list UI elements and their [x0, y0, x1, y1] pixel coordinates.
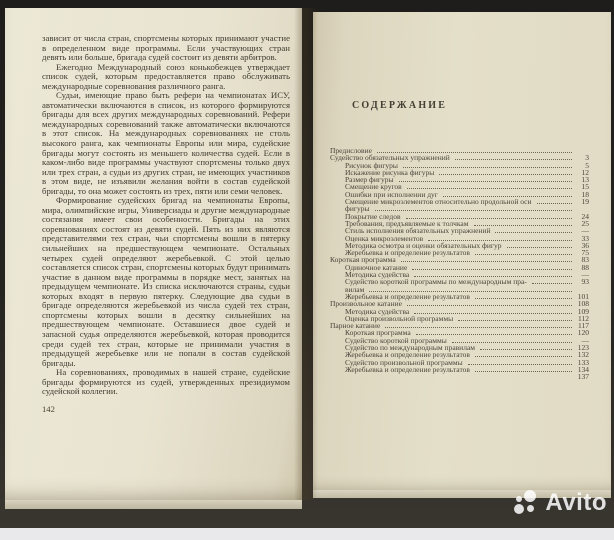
leader-dots [407, 305, 572, 306]
toc-entry-page: 120 [577, 328, 589, 338]
body-paragraph: зависит от числа стран, спортсмены которых принимают участие в определенном виде программы. Если участвующих стран девять или больше, бригада судей состоит из девяти арбитров. [42, 33, 290, 63]
toc-entry-page: 109 [577, 306, 589, 316]
leader-dots [537, 203, 573, 204]
toc-entry-label: Требования, предъявляемые к толчкам [345, 218, 469, 228]
toc-entry-label: Жеребьевка и определение результатов [345, 350, 470, 360]
body-paragraph: Формирование судейских бригад на чемпионаты Европы, мира, олимпийские игры, Универсиады и другие международные состязания имеет свои особенности. Бригады на этих соревнованиях состоят из девяти судей. Пять из них являются представителями тех стран, чьи спортсмены вошли в пятерку сильнейших на предшествующем чемпионате. Остальных четырех судей определяют жеребьевкой. С этой целью составляется список стран, спортсмены которых будут принимать участие в данном виде программы в порядке мест, занятых на предыдущем чемпионате. Из списка исключаются страны, судьи которых входят в первую пятерку. Следующие два судьи в бригаде определяются жеребьевкой из числа судей тех стран, спортсмены которых вошли в десятку сильнейших на предшествующем чемпионате. Оставшиеся двое судей и запасной судья определяются жеребьевкой, которая проводится среди судей тех стран, которые не принимали участия в предыдущей жеребьевке или не попали в состав судейской бригады. [42, 195, 290, 368]
leader-dots [385, 327, 572, 328]
toc-entry-label: Методика судейства [345, 270, 410, 280]
toc-title: СОДЕРЖАНИЕ [352, 100, 448, 111]
toc-entry-page: 5 [585, 160, 589, 170]
toc-entry-label: Короткая программа [330, 255, 396, 265]
toc-entry-page: 33 [581, 233, 589, 243]
leader-dots [480, 349, 572, 350]
avito-watermark [514, 489, 607, 517]
leader-dots [475, 254, 572, 255]
leader-dots [399, 181, 572, 182]
leader-dots [475, 298, 572, 299]
page-number: 142 [42, 403, 55, 414]
toc-entry-label: Предисловие [330, 146, 372, 155]
avito-wordmark: Avito [545, 489, 607, 516]
toc-entry-page: — [581, 335, 589, 345]
toc-entry-page: 101 [577, 291, 589, 301]
toc-entry-label: Судейство короткой программы [345, 335, 447, 345]
toc-entry-page: 137 [577, 372, 589, 382]
leader-dots [475, 371, 572, 372]
toc-entry-page: 83 [581, 255, 589, 265]
toc-entry-label: Судейство произвольной программы [345, 357, 463, 367]
toc-entry-page: 25 [581, 218, 589, 228]
toc-entry-label: Одиночное катание [345, 262, 408, 272]
toc-entry-label: Парное катание [330, 321, 381, 331]
toc-entry-page: 75 [581, 248, 589, 258]
toc-entry-page: 36 [581, 240, 589, 250]
leader-dots [468, 364, 572, 365]
toc-row [330, 373, 589, 380]
toc-entry-label: Произвольное катание [330, 299, 402, 309]
toc-entry-page: 19 [581, 197, 589, 207]
leader-dots [439, 174, 572, 175]
toc-entry-label: вилам [345, 284, 365, 294]
leader-dots [455, 159, 572, 160]
avito-logo-icon [514, 490, 540, 516]
toc-entry-label: Стиль исполнения обязательных упражнений [345, 226, 491, 236]
book-gutter-shadow [294, 8, 318, 500]
book-right-page [313, 12, 611, 490]
toc-row [330, 278, 589, 285]
toc-entry-label: Методика судейства [345, 306, 410, 316]
toc-entry-page: 93 [581, 277, 589, 287]
table-of-contents [330, 147, 589, 381]
body-paragraph: Ежегодно Международный союз конькобежцев утверждает список судей, которым предоставляется право обслуживать международные соревнования различного ранга. [42, 61, 290, 91]
toc-entry-label: Короткая программа [345, 328, 411, 338]
toc-row [330, 366, 589, 373]
toc-entry-label: Жеребьевка и определение результатов [345, 364, 470, 374]
toc-entry-label: Судейство по международным правилам [345, 343, 476, 353]
toc-entry-label: Судейство короткой программы по международным пра- [345, 277, 527, 287]
toc-entry-label: Искажение рисунка фигуры [345, 167, 435, 177]
toc-entry-page: 88 [581, 262, 589, 272]
leader-dots [495, 232, 572, 233]
toc-entry-label: фигуры [345, 204, 370, 214]
toc-entry-page: 15 [581, 182, 589, 192]
leader-dots [458, 320, 572, 321]
body-text-column [5, 8, 302, 397]
toc-entry-page: — [581, 270, 589, 280]
leader-dots [507, 247, 572, 248]
left-page-fore-edge [5, 500, 302, 509]
toc-entry-page: 112 [578, 313, 589, 323]
toc-entry-label: Методика осмотра и оценки обязательных фигур [345, 240, 502, 250]
toc-entry-label: Ошибки при исполнении дуг [345, 189, 438, 199]
book-left-page [5, 8, 302, 500]
toc-entry-label: Смещение кругов [345, 182, 402, 192]
toc-entry-label: Смещение микроэлементов относительно продольной оси [345, 197, 532, 207]
toc-entry-label: Судейство обязательных упражнений [330, 153, 450, 163]
body-paragraph: На соревнованиях, проводимых в нашей стране, судейские бригады формируются из судей, утвержденных президиумом судейской коллегии. [42, 367, 290, 397]
toc-entry-label: Оценка микроэлементов [345, 233, 424, 243]
toc-entry-label: Оценка произвольной программы [345, 313, 454, 323]
toc-entry-page: 132 [577, 350, 589, 360]
leader-dots [532, 283, 572, 284]
toc-entry-page: 13 [581, 175, 589, 185]
toc-entry-label: Покрытие следов [345, 211, 401, 221]
toc-entry-page: 3 [585, 153, 589, 163]
toc-entry-page: 117 [578, 321, 589, 331]
toc-entry-page: 133 [577, 357, 589, 367]
toc-entry-page: 134 [577, 364, 589, 374]
leader-dots [401, 261, 572, 262]
toc-entry-page: 24 [581, 211, 589, 221]
toc-entry-page: 18 [581, 189, 589, 199]
leader-dots [475, 356, 572, 357]
toc-entry-page: 12 [581, 167, 589, 177]
toc-entry-label: Рисунок фигуры [345, 160, 398, 170]
toc-entry-label: Размер фигуры [345, 175, 394, 185]
leader-dots [375, 210, 573, 211]
toc-entry-label: Жеребьевка и определение результатов [345, 248, 470, 258]
body-paragraph: Судьи, имеющие право быть рефери на чемпионатах ИСУ, автоматически включаются в список, из которого формируются бригады для всех других международных соревнований. Рефери международных соревнований также автоматически включаются в этот список. На международных соревнованиях не столь высокого ранга, как чемпионаты Европы или мира, судейские бригады могут состоять из меньшего количества судей. Если в каком-либо виде программы участвуют спортсмены только двух или трех стран, а судьи из других стран, не имеющих участников в этом виде, не изъявили желания войти в состав судейской бригады, то она может состоять из трех, пяти или семи человек. [42, 90, 290, 196]
leader-dots [412, 269, 572, 270]
bottom-strip [0, 528, 614, 540]
toc-entry-label: Жеребьевка и определение результатов [345, 291, 470, 301]
toc-entry-page: 108 [577, 299, 589, 309]
toc-entry-page: — [581, 226, 589, 236]
toc-entry-page: 123 [577, 343, 589, 353]
